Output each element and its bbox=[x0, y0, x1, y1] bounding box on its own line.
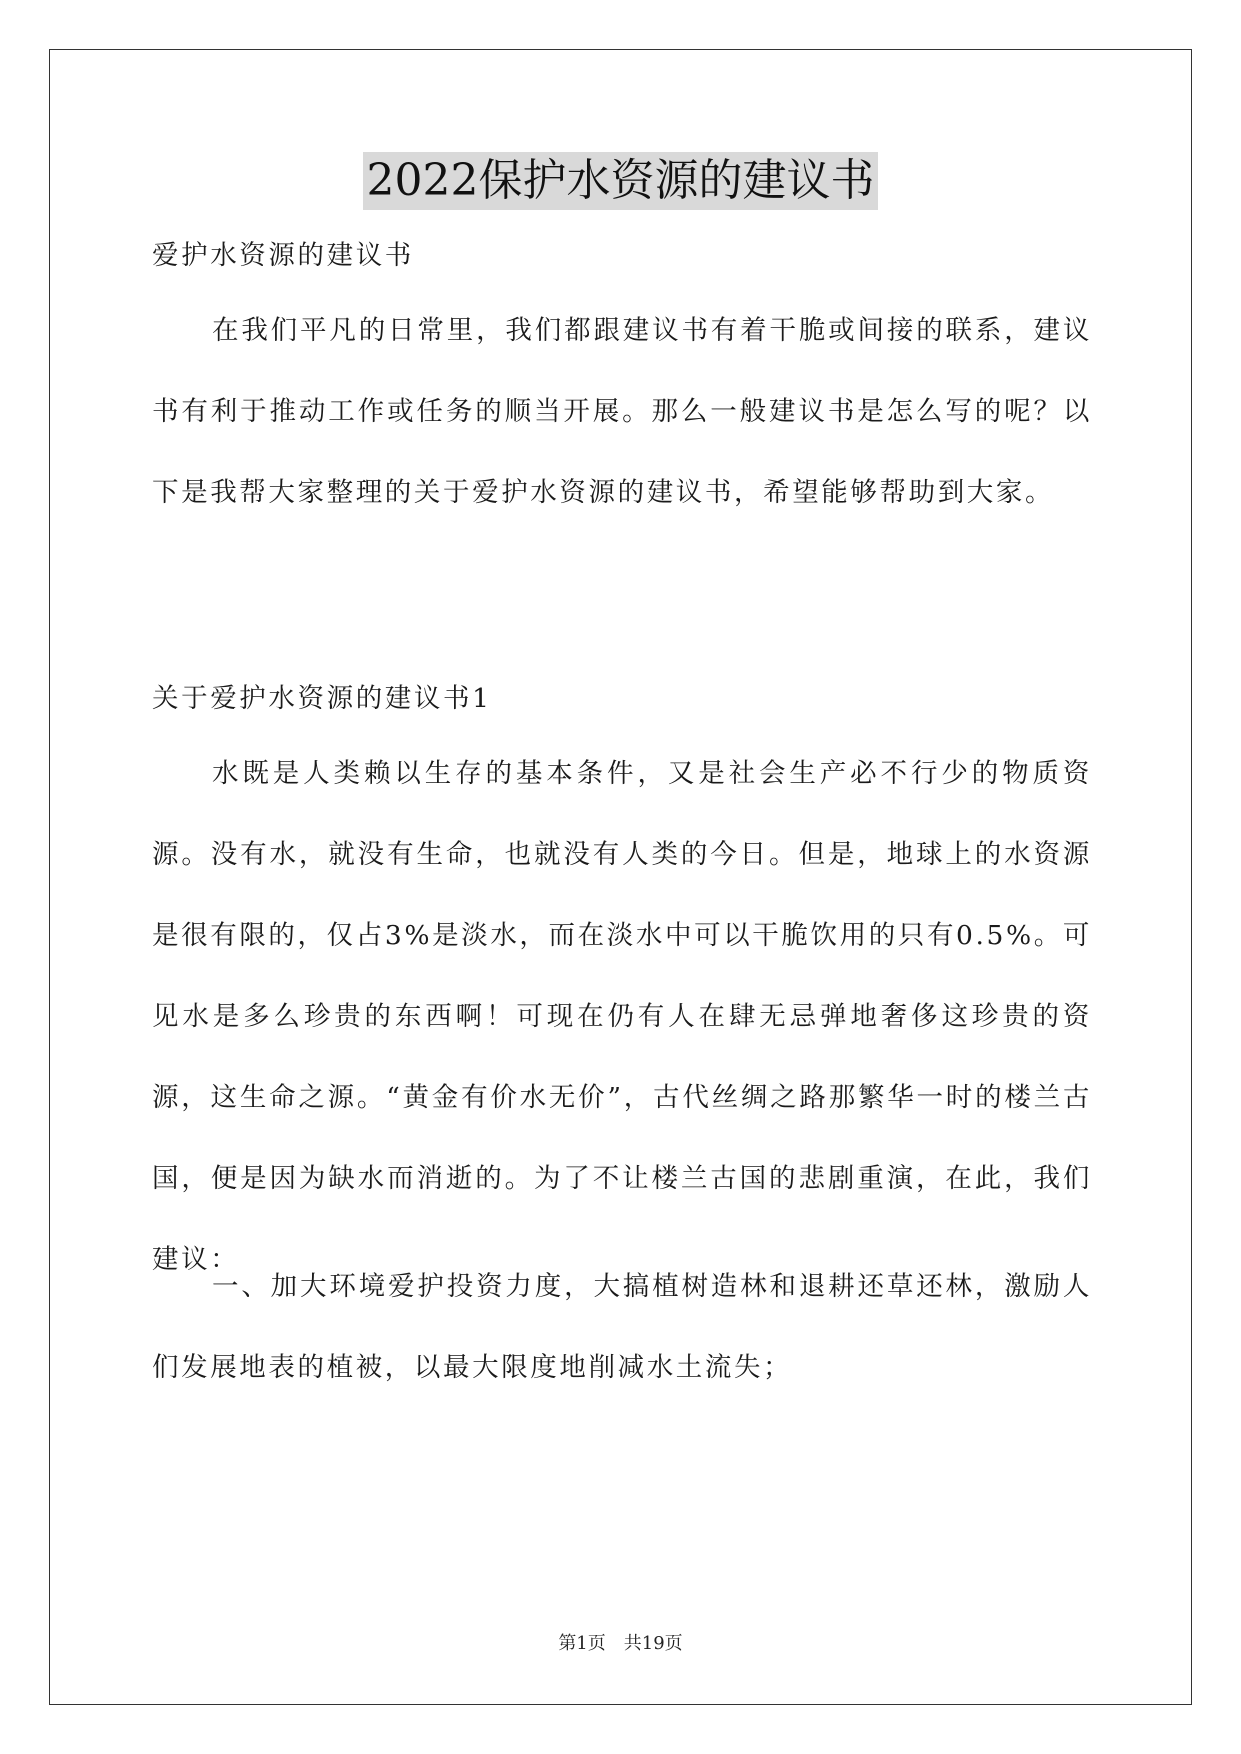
document-title: 2022保护水资源的建议书 bbox=[363, 152, 879, 210]
body-paragraph: 水既是人类赖以生存的基本条件，又是社会生产必不行少的物质资源。没有水，就没有生命，也就没有人类的今日。但是，地球上的水资源是很有限的，仅占3%是淡水，而在淡水中可以干脆饮用的只有0.5%。可见水是多么珍贵的东西啊！可现在仍有人在肆无忌弹地奢侈这珍贵的资源，这生命之源。“黄金有价水无价”，古代丝绸之路那繁华一时的楼兰古国，便是因为缺水而消逝的。为了不让楼兰古国的悲剧重演，在此，我们建议： bbox=[152, 758, 1092, 1275]
document-subtitle: 爱护水资源的建议书 bbox=[152, 240, 414, 271]
page-footer: 第1页 共19页 bbox=[558, 1633, 683, 1654]
section-heading: 关于爱护水资源的建议书1 bbox=[152, 683, 492, 714]
intro-paragraph: 在我们平凡的日常里，我们都跟建议书有着干脆或间接的联系，建议书有利于推动工作或任务的顺当开展。那么一般建议书是怎么写的呢？以下是我帮大家整理的关于爱护水资源的建议书，希望能够帮助到大家。 bbox=[152, 315, 1092, 508]
list-item: 一、加大环境爱护投资力度，大搞植树造林和退耕还草还林，激励人们发展地表的植被，以最大限度地削减水土流失； bbox=[152, 1271, 1092, 1383]
title-container bbox=[0, 152, 1241, 210]
